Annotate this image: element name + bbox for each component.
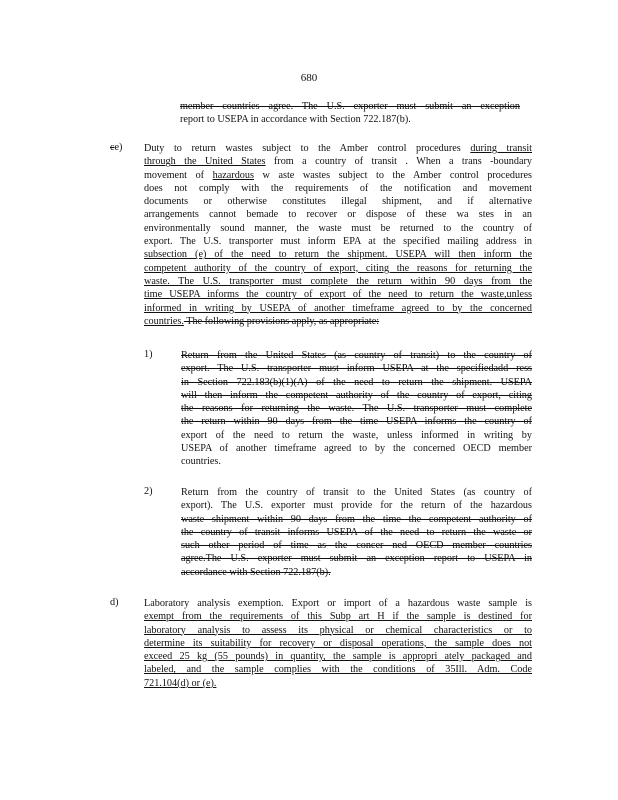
text-line [181,526,532,539]
text-line [144,262,532,275]
text-line [144,288,532,301]
text-line [181,552,532,565]
text-line [181,402,532,415]
text-run: time USEPA informs the country of export of the need to return the waste,unless [144,289,532,301]
text-run: from a country of transit . When a trans -boundary [265,156,532,168]
text-line [181,349,532,362]
text-run: will then inform the competent authority of the country of export, citing [181,389,532,401]
text-run: through the United States [144,156,266,168]
text-run: the country of transit informs USEPA of the need to return the waste or [181,526,532,538]
text-line [181,566,532,579]
section-e-marker-struck: c [110,142,115,153]
text-line [181,499,532,512]
text-line [181,455,532,468]
text-run: export. The U.S. transporter must inform USEPA at the specifiedadd ress [181,363,532,375]
text-run: export). The U.S. exporter must provide for the return of the hazardous [181,500,532,512]
text-line [180,113,520,126]
section-e-marker [110,142,122,153]
section-e-marker-label: e) [114,142,123,153]
section-d-marker: d) [110,597,119,608]
page-number: 680 [300,72,318,84]
item-1-paragraph [181,349,532,469]
item-2-marker: 2) [144,486,153,497]
text-line [144,663,532,676]
text-run: subsection (e) of the need to return the shipment. USEPA will then inform the [144,249,532,261]
text-run: member countries agree. The U.S. exporter must submit an exception [180,101,520,112]
text-run: w aste wastes subject to the Amber control procedures [253,169,532,181]
text-run: documents or otherwise constitutes illegal shipment, and if alternative [144,196,532,208]
text-line [181,429,532,442]
text-line [144,155,532,168]
text-line [181,486,532,499]
text-line [181,362,532,375]
text-run: agree.The U.S. exporter must submit an exception report to USEPA in [181,553,532,565]
text-line [181,513,532,526]
text-line [181,415,532,428]
text-run: USEPA of another timeframe agreed to by the concerned OECD member [181,443,532,455]
text-run: Return from the United States (as country of transit) to the country of [181,350,532,361]
text-line [144,275,532,288]
text-run: in Section 722.183(b)(1)(A) of the need to return the shipment. USEPA [181,376,532,388]
text-run: waste shipment within 90 days from the time the competent authority of [181,513,532,525]
text-run: exempt from the requirements of this Subp art H if the sample is destined for [144,611,532,623]
text-line [144,637,532,650]
text-run: accordance with Section 722.187(b). [181,566,331,578]
section-d-paragraph [144,597,532,690]
text-line [144,624,532,637]
carry-over-paragraph [180,100,520,127]
text-run: the return within 90 days from the time USEPA informs the country of [181,416,532,428]
section-e-paragraph [144,142,532,328]
text-run: such other period of time as the concer ned OECD member countries [181,540,532,552]
text-run: waste. The U.S. transporter must complete the return within 90 days from the [144,275,532,287]
text-run: the reasons for returning the waste. The U.S. transporter must complete [181,403,532,415]
text-run: exceed 25 kg (55 pounds) in quantity, the sample is appropri ately packaged and [144,651,532,663]
item-1-marker: 1) [144,349,153,360]
text-line [144,248,532,261]
text-run: Laboratory analysis exemption. Export or import of a hazardous waste sample is [144,598,532,609]
text-run: informed in writing by USEPA of another timeframe agreed to by the concerned [144,302,532,314]
text-line [181,442,532,455]
text-line [144,169,532,182]
text-run: export. The U.S. transporter must inform EPA at the specified mailing address in [144,236,532,248]
text-line [144,235,532,248]
text-run: movement of [144,169,213,181]
text-line [181,389,532,402]
text-line [144,195,532,208]
text-run: countries. [181,456,221,468]
text-run: hazardous [212,169,254,181]
text-run: competent authority of the country of export, citing the reasons for returning the [144,262,532,274]
text-run: labeled, and the sample complies with the conditions of 35Ill. Adm. Code [144,664,532,676]
text-run: export of the need to return the waste, unless informed in writing by [181,429,532,441]
text-line [144,182,532,195]
item-2-paragraph [181,486,532,579]
text-line [144,315,532,328]
text-run: 721.104(d) or (e). [144,677,217,689]
text-run: arrangements cannot bemade to recover or dispose of these wa stes in an [144,209,532,221]
text-line [144,142,532,155]
text-run: countries. [144,315,184,327]
text-line [144,610,532,623]
text-line [181,539,532,552]
text-run: Duty to return wastes subject to the Amber control procedures [144,143,471,154]
text-line [144,222,532,235]
text-run: report to USEPA in accordance with Section 722.187(b). [180,114,411,126]
text-run: does not comply with the requirements of the notification and movement [144,182,532,194]
text-line [180,100,520,113]
text-run: Return from the country of transit to the United States (as country of [181,487,532,498]
text-run: during transit [470,143,532,154]
text-run: environmentally sound manner, the waste must be returned to the country of [144,222,532,234]
text-line [144,650,532,663]
text-run: determine its suitability for recovery or disposal operations, the sample does not [144,637,532,649]
text-line [144,208,532,221]
text-line [144,302,532,315]
text-run: The following provisions apply, as appropriate: [183,315,380,327]
text-line [144,677,532,690]
text-line [144,597,532,610]
text-line [181,376,532,389]
text-run: laboratory analysis to assess its physical or chemical characteristics or to [144,624,532,636]
